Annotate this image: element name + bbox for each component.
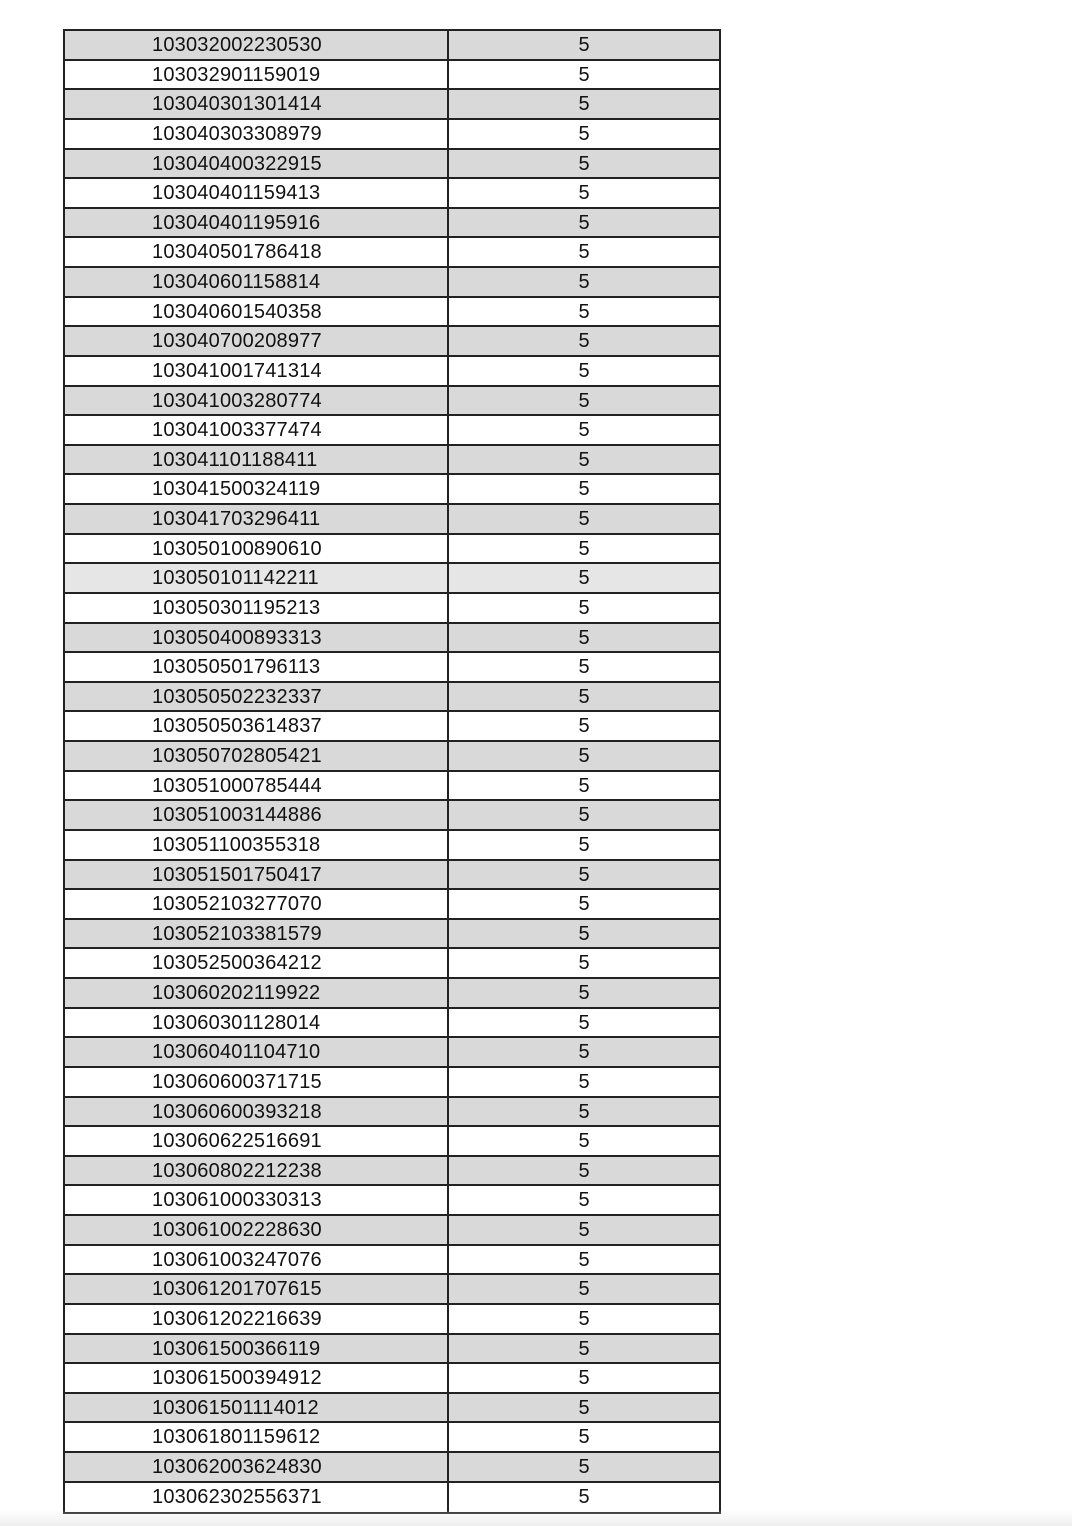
id-cell: 103061201707615 xyxy=(65,1275,449,1303)
value-cell: 5 xyxy=(578,389,590,412)
table-row xyxy=(65,1275,719,1305)
page-bottom-edge xyxy=(0,1510,1072,1526)
id-cell: 103041003280774 xyxy=(65,387,449,415)
table-row xyxy=(65,1068,719,1098)
table-row xyxy=(65,1127,719,1157)
table-row xyxy=(65,1423,719,1453)
table-row xyxy=(65,1364,719,1394)
id-cell: 103050400893313 xyxy=(65,624,449,652)
value-cell: 5 xyxy=(578,152,590,175)
value-cell: 5 xyxy=(578,626,590,649)
table-row xyxy=(65,1483,719,1513)
id-cell: 103062302556371 xyxy=(65,1483,449,1513)
value-cell: 5 xyxy=(578,1426,590,1449)
value-cell: 5 xyxy=(578,656,590,679)
value-cell: 5 xyxy=(578,1159,590,1182)
table-row xyxy=(65,535,719,565)
value-cell: 5 xyxy=(578,330,590,353)
id-cell: 103052500364212 xyxy=(65,949,449,977)
id-cell: 103061500394912 xyxy=(65,1364,449,1392)
id-cell: 103060401104710 xyxy=(65,1038,449,1066)
value-cell: 5 xyxy=(578,596,590,619)
id-cell: 103052103381579 xyxy=(65,920,449,948)
value-cell: 5 xyxy=(578,922,590,945)
value-cell: 5 xyxy=(578,1219,590,1241)
id-cell: 103050702805421 xyxy=(65,742,449,770)
table-row xyxy=(65,505,719,535)
id-cell: 103060202119922 xyxy=(65,979,449,1007)
table-row xyxy=(65,920,719,950)
value-cell: 5 xyxy=(578,1307,590,1330)
table-row xyxy=(65,1246,719,1276)
id-cell: 103041003377474 xyxy=(65,416,449,444)
id-cell: 103050503614837 xyxy=(65,712,449,740)
id-cell: 103050101142211 xyxy=(65,564,449,592)
id-cell: 103040700208977 xyxy=(65,327,449,355)
id-cell: 103051000785444 xyxy=(65,772,449,800)
table-row xyxy=(65,209,719,239)
id-cell: 103051501750417 xyxy=(65,861,449,889)
id-cell: 103032901159019 xyxy=(65,61,449,89)
value-cell: 5 xyxy=(578,1367,590,1390)
value-cell: 5 xyxy=(578,1396,590,1419)
id-cell: 103061002228630 xyxy=(65,1216,449,1244)
value-cell: 5 xyxy=(578,715,590,738)
value-cell: 5 xyxy=(578,271,590,293)
value-cell: 5 xyxy=(578,508,590,530)
table-row xyxy=(65,61,719,91)
id-cell: 103060301128014 xyxy=(65,1009,449,1037)
value-cell: 5 xyxy=(578,478,590,501)
id-cell: 103050100890610 xyxy=(65,535,449,563)
id-cell: 103041001741314 xyxy=(65,357,449,385)
id-cell: 103061202216639 xyxy=(65,1305,449,1333)
table-row xyxy=(65,327,719,357)
id-cell: 103062003624830 xyxy=(65,1453,449,1481)
id-cell: 103052103277070 xyxy=(65,890,449,918)
value-cell: 5 xyxy=(578,745,590,767)
id-cell: 103051100355318 xyxy=(65,831,449,859)
table-row xyxy=(65,150,719,180)
table-row xyxy=(65,90,719,120)
table-row xyxy=(65,298,719,328)
table-row xyxy=(65,238,719,268)
table-row xyxy=(65,120,719,150)
id-cell: 103041703296411 xyxy=(65,505,449,533)
id-cell: 103050501796113 xyxy=(65,653,449,681)
id-cell: 103041500324119 xyxy=(65,475,449,503)
table-row xyxy=(65,31,719,61)
table-row xyxy=(65,861,719,891)
id-cell: 103050301195213 xyxy=(65,594,449,622)
value-cell: 5 xyxy=(578,93,590,116)
table-row xyxy=(65,594,719,624)
id-cell: 103040400322915 xyxy=(65,150,449,178)
table-row xyxy=(65,268,719,298)
value-cell: 5 xyxy=(578,952,590,975)
value-cell: 5 xyxy=(578,300,590,323)
table-row xyxy=(65,949,719,979)
value-cell: 5 xyxy=(578,1485,590,1508)
table-row xyxy=(65,179,719,209)
table-row xyxy=(65,624,719,654)
value-cell: 5 xyxy=(578,448,590,471)
value-cell: 5 xyxy=(578,1041,590,1064)
value-cell: 5 xyxy=(578,182,590,205)
table-row xyxy=(65,1305,719,1335)
table-row xyxy=(65,1216,719,1246)
id-cell: 103051003144886 xyxy=(65,801,449,829)
value-cell: 5 xyxy=(578,833,590,856)
value-cell: 5 xyxy=(578,241,590,264)
table-row xyxy=(65,1098,719,1128)
id-cell: 103050502232337 xyxy=(65,683,449,711)
value-cell: 5 xyxy=(578,1278,590,1301)
table-row xyxy=(65,772,719,802)
id-cell: 103040501786418 xyxy=(65,238,449,266)
id-cell: 103040301301414 xyxy=(65,90,449,118)
value-cell: 5 xyxy=(578,893,590,916)
value-cell: 5 xyxy=(578,1189,590,1212)
value-cell: 5 xyxy=(578,1248,590,1271)
value-cell: 5 xyxy=(578,567,590,590)
table-row xyxy=(65,653,719,683)
value-cell: 5 xyxy=(578,982,590,1004)
table-row xyxy=(65,1186,719,1216)
value-cell: 5 xyxy=(578,359,590,382)
value-cell: 5 xyxy=(578,63,590,86)
value-cell: 5 xyxy=(578,1070,590,1093)
table-row xyxy=(65,1009,719,1039)
id-cell: 103060802212238 xyxy=(65,1157,449,1185)
value-cell: 5 xyxy=(578,1337,590,1360)
table-row xyxy=(65,831,719,861)
value-cell: 5 xyxy=(578,1011,590,1034)
table-row xyxy=(65,979,719,1009)
value-cell: 5 xyxy=(578,1130,590,1153)
value-cell: 5 xyxy=(578,1456,590,1478)
id-cell: 103040401159413 xyxy=(65,179,449,207)
id-cell: 103061003247076 xyxy=(65,1246,449,1274)
id-cell: 103060622516691 xyxy=(65,1127,449,1155)
table-row xyxy=(65,1453,719,1483)
id-cell: 103032002230530 xyxy=(65,31,449,59)
value-cell: 5 xyxy=(578,774,590,797)
id-cell: 103040401195916 xyxy=(65,209,449,237)
value-cell: 5 xyxy=(578,122,590,145)
table-row xyxy=(65,416,719,446)
id-cell: 103061500366119 xyxy=(65,1335,449,1363)
table-row xyxy=(65,1157,719,1187)
table-row xyxy=(65,475,719,505)
id-cell: 103061501114012 xyxy=(65,1394,449,1422)
table-row xyxy=(65,890,719,920)
table-row xyxy=(65,683,719,713)
table-row xyxy=(65,446,719,476)
value-cell: 5 xyxy=(578,34,590,56)
value-cell: 5 xyxy=(578,804,590,827)
value-cell: 5 xyxy=(578,1100,590,1123)
value-cell: 5 xyxy=(578,863,590,886)
id-cell: 103041101188411 xyxy=(65,446,449,474)
value-cell: 5 xyxy=(578,211,590,234)
id-cell: 103061000330313 xyxy=(65,1186,449,1214)
id-cell: 103061801159612 xyxy=(65,1423,449,1451)
table-row xyxy=(65,712,719,742)
table-row xyxy=(65,1335,719,1365)
table-row xyxy=(65,387,719,417)
id-cell: 103060600393218 xyxy=(65,1098,449,1126)
table-row xyxy=(65,1394,719,1424)
table-row xyxy=(65,801,719,831)
id-cell: 103060600371715 xyxy=(65,1068,449,1096)
table-row xyxy=(65,357,719,387)
table-row xyxy=(65,742,719,772)
id-cell: 103040601158814 xyxy=(65,268,449,296)
value-cell: 5 xyxy=(578,685,590,708)
table-row xyxy=(65,564,719,594)
value-cell: 5 xyxy=(578,419,590,442)
id-cell: 103040601540358 xyxy=(65,298,449,326)
value-cell: 5 xyxy=(578,537,590,560)
table-row xyxy=(65,1038,719,1068)
data-table xyxy=(63,29,721,1514)
id-cell: 103040303308979 xyxy=(65,120,449,148)
